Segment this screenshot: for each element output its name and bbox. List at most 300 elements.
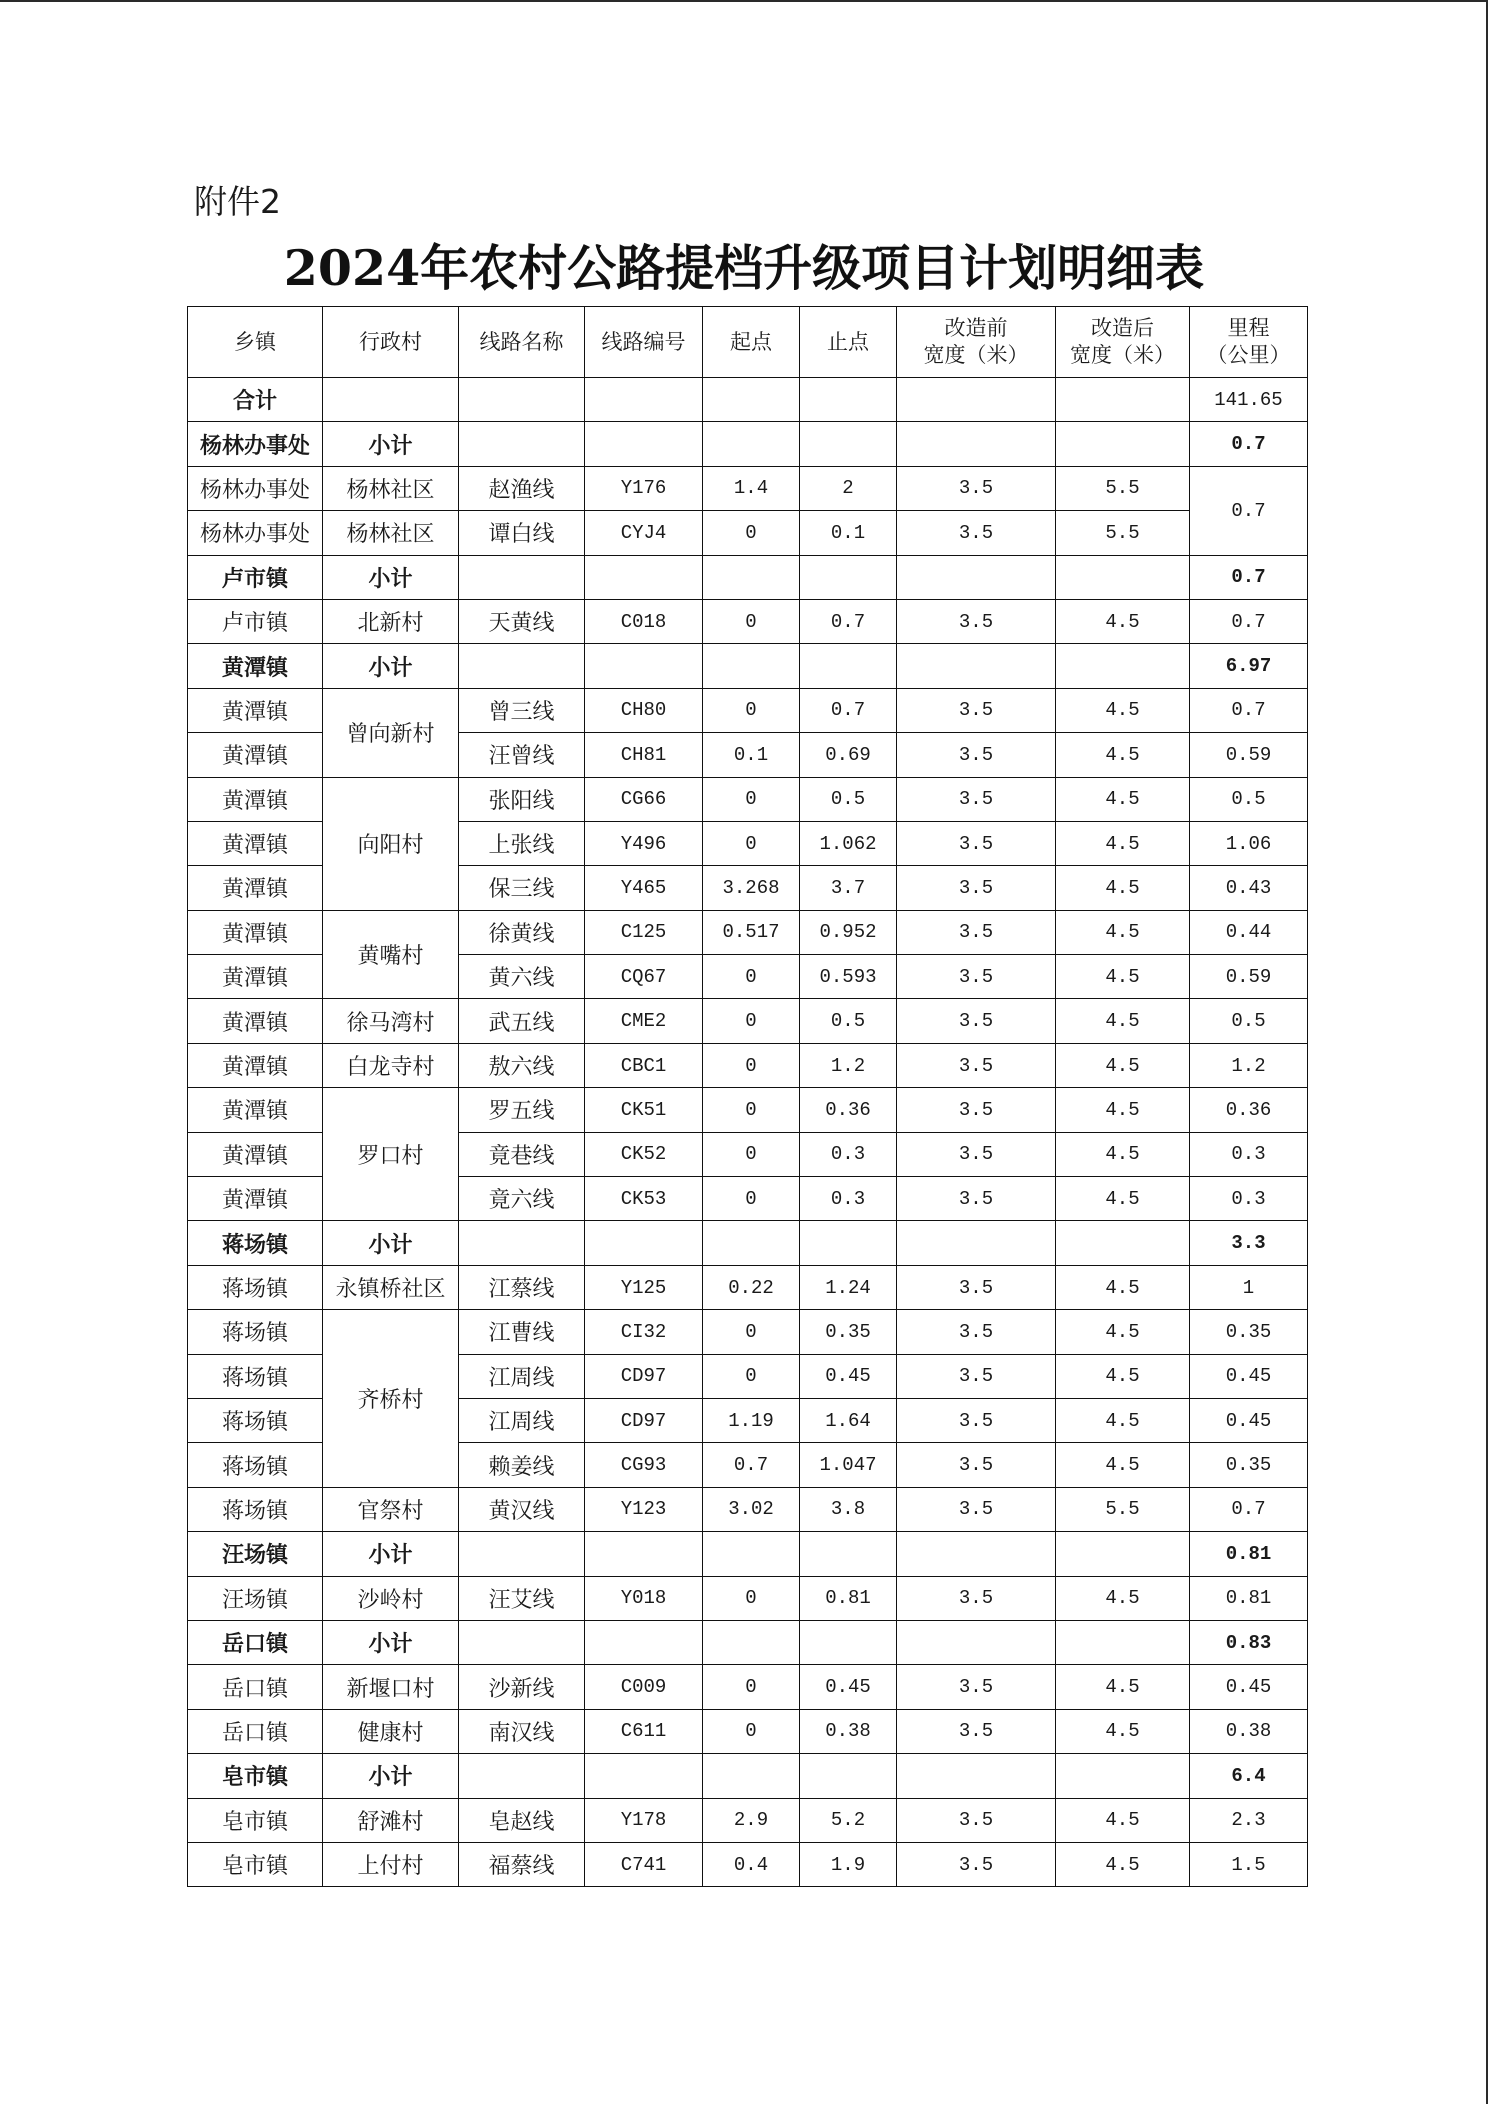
end-point-cell: 1.64 bbox=[800, 1398, 897, 1442]
route-code-cell: Y176 bbox=[585, 466, 703, 510]
route-code-cell: C611 bbox=[585, 1709, 703, 1753]
end-point-cell: 0.35 bbox=[800, 1310, 897, 1354]
start-point-cell: 0.7 bbox=[703, 1443, 800, 1487]
mileage-cell: 0.45 bbox=[1190, 1665, 1308, 1709]
village-cell: 白龙寺村 bbox=[323, 1043, 459, 1087]
end-point-cell: 0.952 bbox=[800, 910, 897, 954]
mileage-cell: 1.2 bbox=[1190, 1043, 1308, 1087]
end-point-cell: 5.2 bbox=[800, 1798, 897, 1842]
village-cell: 小计 bbox=[323, 1532, 459, 1576]
width-before-cell bbox=[897, 1754, 1056, 1798]
width-before-cell: 3.5 bbox=[897, 866, 1056, 910]
village-cell: 北新村 bbox=[323, 599, 459, 643]
table-header bbox=[188, 307, 1308, 378]
route-name-cell: 江曹线 bbox=[459, 1310, 585, 1354]
village-cell: 小计 bbox=[323, 1221, 459, 1265]
end-point-cell: 1.047 bbox=[800, 1443, 897, 1487]
table-body bbox=[188, 378, 1308, 1887]
village-cell: 舒滩村 bbox=[323, 1798, 459, 1842]
township-cell: 蒋场镇 bbox=[188, 1487, 323, 1531]
route-code-cell: CK51 bbox=[585, 1088, 703, 1132]
mileage-cell: 0.45 bbox=[1190, 1354, 1308, 1398]
end-point-cell bbox=[800, 378, 897, 422]
township-cell: 合计 bbox=[188, 378, 323, 422]
township-cell: 皂市镇 bbox=[188, 1754, 323, 1798]
width-after-cell: 4.5 bbox=[1056, 1842, 1190, 1886]
width-after-cell bbox=[1056, 1620, 1190, 1664]
mileage-cell: 2.3 bbox=[1190, 1798, 1308, 1842]
table-row bbox=[188, 1043, 1308, 1087]
township-cell: 黄潭镇 bbox=[188, 821, 323, 865]
mileage-cell: 0.45 bbox=[1190, 1398, 1308, 1442]
village-cell: 小计 bbox=[323, 422, 459, 466]
route-name-cell: 黄汉线 bbox=[459, 1487, 585, 1531]
route-name-cell: 罗五线 bbox=[459, 1088, 585, 1132]
village-cell: 杨林社区 bbox=[323, 466, 459, 510]
mileage-cell: 0.43 bbox=[1190, 866, 1308, 910]
width-after-cell bbox=[1056, 1532, 1190, 1576]
subtotal-row bbox=[188, 422, 1308, 466]
route-name-cell: 敖六线 bbox=[459, 1043, 585, 1087]
table-row bbox=[188, 1709, 1308, 1753]
mileage-cell: 0.35 bbox=[1190, 1443, 1308, 1487]
width-after-cell bbox=[1056, 1221, 1190, 1265]
route-code-cell: Y123 bbox=[585, 1487, 703, 1531]
header-row bbox=[188, 307, 1308, 378]
col-header-line: 改造前 bbox=[944, 316, 1008, 340]
end-point-cell: 0.36 bbox=[800, 1088, 897, 1132]
width-before-cell bbox=[897, 422, 1056, 466]
col-header-width-before bbox=[897, 307, 1056, 378]
start-point-cell: 3.268 bbox=[703, 866, 800, 910]
start-point-cell: 0 bbox=[703, 1665, 800, 1709]
township-cell: 黄潭镇 bbox=[188, 910, 323, 954]
start-point-cell bbox=[703, 378, 800, 422]
end-point-cell: 1.062 bbox=[800, 821, 897, 865]
table-row bbox=[188, 1798, 1308, 1842]
width-before-cell: 3.5 bbox=[897, 1132, 1056, 1176]
col-header-village bbox=[323, 307, 459, 378]
width-after-cell: 5.5 bbox=[1056, 1487, 1190, 1531]
start-point-cell bbox=[703, 1532, 800, 1576]
end-point-cell: 0.3 bbox=[800, 1132, 897, 1176]
route-name-cell: 赵渔线 bbox=[459, 466, 585, 510]
width-after-cell: 4.5 bbox=[1056, 1576, 1190, 1620]
township-cell: 黄潭镇 bbox=[188, 644, 323, 688]
start-point-cell bbox=[703, 1620, 800, 1664]
start-point-cell: 0 bbox=[703, 821, 800, 865]
village-cell: 沙岭村 bbox=[323, 1576, 459, 1620]
start-point-cell: 0 bbox=[703, 999, 800, 1043]
township-cell: 黄潭镇 bbox=[188, 1177, 323, 1221]
end-point-cell bbox=[800, 555, 897, 599]
mileage-cell: 0.7 bbox=[1190, 688, 1308, 732]
township-cell: 黄潭镇 bbox=[188, 688, 323, 732]
width-before-cell: 3.5 bbox=[897, 1088, 1056, 1132]
route-name-cell bbox=[459, 422, 585, 466]
route-code-cell: Y178 bbox=[585, 1798, 703, 1842]
village-cell: 曾向新村 bbox=[323, 688, 459, 777]
end-point-cell: 3.8 bbox=[800, 1487, 897, 1531]
route-name-cell: 曾三线 bbox=[459, 688, 585, 732]
route-name-cell: 张阳线 bbox=[459, 777, 585, 821]
width-before-cell: 3.5 bbox=[897, 1487, 1056, 1531]
col-header-end-point bbox=[800, 307, 897, 378]
route-code-cell: C009 bbox=[585, 1665, 703, 1709]
start-point-cell: 0.22 bbox=[703, 1265, 800, 1309]
route-name-cell: 皂赵线 bbox=[459, 1798, 585, 1842]
width-before-cell: 3.5 bbox=[897, 910, 1056, 954]
table-row bbox=[188, 599, 1308, 643]
route-code-cell: Y125 bbox=[585, 1265, 703, 1309]
width-before-cell: 3.5 bbox=[897, 1798, 1056, 1842]
col-header-start-point bbox=[703, 307, 800, 378]
mileage-cell: 0.3 bbox=[1190, 1177, 1308, 1221]
route-code-cell: CG66 bbox=[585, 777, 703, 821]
col-header-line: 行政村 bbox=[359, 329, 422, 354]
route-code-cell bbox=[585, 1754, 703, 1798]
mileage-cell: 1 bbox=[1190, 1265, 1308, 1309]
route-name-cell: 保三线 bbox=[459, 866, 585, 910]
width-before-cell: 3.5 bbox=[897, 1576, 1056, 1620]
township-cell: 杨林办事处 bbox=[188, 422, 323, 466]
mileage-cell: 0.5 bbox=[1190, 777, 1308, 821]
village-cell: 永镇桥社区 bbox=[323, 1265, 459, 1309]
route-code-cell: CI32 bbox=[585, 1310, 703, 1354]
end-point-cell: 0.5 bbox=[800, 777, 897, 821]
width-before-cell bbox=[897, 1221, 1056, 1265]
width-before-cell: 3.5 bbox=[897, 777, 1056, 821]
start-point-cell bbox=[703, 1754, 800, 1798]
route-code-cell: Y496 bbox=[585, 821, 703, 865]
width-after-cell bbox=[1056, 555, 1190, 599]
end-point-cell: 0.3 bbox=[800, 1177, 897, 1221]
village-cell: 小计 bbox=[323, 1754, 459, 1798]
start-point-cell: 0 bbox=[703, 688, 800, 732]
width-after-cell bbox=[1056, 378, 1190, 422]
route-name-cell: 南汉线 bbox=[459, 1709, 585, 1753]
start-point-cell: 1.4 bbox=[703, 466, 800, 510]
end-point-cell: 0.38 bbox=[800, 1709, 897, 1753]
route-name-cell bbox=[459, 644, 585, 688]
width-after-cell: 4.5 bbox=[1056, 1177, 1190, 1221]
table-row bbox=[188, 511, 1308, 555]
route-name-cell bbox=[459, 1221, 585, 1265]
township-cell: 汪场镇 bbox=[188, 1532, 323, 1576]
mileage-cell: 3.3 bbox=[1190, 1221, 1308, 1265]
route-code-cell: Y465 bbox=[585, 866, 703, 910]
route-code-cell: CBC1 bbox=[585, 1043, 703, 1087]
route-code-cell: CG93 bbox=[585, 1443, 703, 1487]
township-cell: 岳口镇 bbox=[188, 1620, 323, 1664]
route-code-cell: CH80 bbox=[585, 688, 703, 732]
route-code-cell bbox=[585, 1620, 703, 1664]
township-cell: 杨林办事处 bbox=[188, 466, 323, 510]
col-header-line: 线路编号 bbox=[601, 329, 686, 354]
width-before-cell bbox=[897, 644, 1056, 688]
start-point-cell: 0.1 bbox=[703, 733, 800, 777]
end-point-cell: 1.9 bbox=[800, 1842, 897, 1886]
subtotal-row bbox=[188, 1532, 1308, 1576]
end-point-cell: 1.2 bbox=[800, 1043, 897, 1087]
mileage-cell: 0.81 bbox=[1190, 1532, 1308, 1576]
width-after-cell: 4.5 bbox=[1056, 1665, 1190, 1709]
start-point-cell: 0 bbox=[703, 777, 800, 821]
route-code-cell bbox=[585, 644, 703, 688]
col-header-line: 止点 bbox=[827, 329, 869, 354]
township-cell: 岳口镇 bbox=[188, 1665, 323, 1709]
mileage-cell: 0.7 bbox=[1190, 555, 1308, 599]
mileage-cell: 0.44 bbox=[1190, 910, 1308, 954]
township-cell: 岳口镇 bbox=[188, 1709, 323, 1753]
width-after-cell: 4.5 bbox=[1056, 821, 1190, 865]
mileage-cell: 6.97 bbox=[1190, 644, 1308, 688]
village-cell: 小计 bbox=[323, 555, 459, 599]
width-before-cell: 3.5 bbox=[897, 733, 1056, 777]
start-point-cell bbox=[703, 644, 800, 688]
start-point-cell: 0 bbox=[703, 1354, 800, 1398]
width-after-cell bbox=[1056, 1754, 1190, 1798]
route-code-cell: CK53 bbox=[585, 1177, 703, 1221]
route-code-cell: CD97 bbox=[585, 1354, 703, 1398]
col-header-line: 线路名称 bbox=[479, 329, 564, 354]
end-point-cell: 0.45 bbox=[800, 1354, 897, 1398]
mileage-cell: 0.36 bbox=[1190, 1088, 1308, 1132]
start-point-cell: 0 bbox=[703, 511, 800, 555]
mileage-cell: 0.7 bbox=[1190, 466, 1308, 555]
width-before-cell: 3.5 bbox=[897, 1043, 1056, 1087]
township-cell: 黄潭镇 bbox=[188, 866, 323, 910]
mileage-cell: 1.5 bbox=[1190, 1842, 1308, 1886]
route-code-cell: C741 bbox=[585, 1842, 703, 1886]
township-cell: 汪场镇 bbox=[188, 1576, 323, 1620]
village-cell: 官祭村 bbox=[323, 1487, 459, 1531]
mileage-cell: 0.83 bbox=[1190, 1620, 1308, 1664]
col-header-line: 宽度（米） bbox=[923, 343, 1029, 367]
width-before-cell: 3.5 bbox=[897, 1443, 1056, 1487]
village-cell bbox=[323, 378, 459, 422]
width-after-cell: 4.5 bbox=[1056, 866, 1190, 910]
township-cell: 蒋场镇 bbox=[188, 1398, 323, 1442]
width-after-cell: 4.5 bbox=[1056, 1132, 1190, 1176]
width-before-cell: 3.5 bbox=[897, 1665, 1056, 1709]
township-cell: 黄潭镇 bbox=[188, 999, 323, 1043]
route-code-cell: CD97 bbox=[585, 1398, 703, 1442]
width-after-cell: 5.5 bbox=[1056, 511, 1190, 555]
table-row bbox=[188, 466, 1308, 510]
mileage-cell: 0.35 bbox=[1190, 1310, 1308, 1354]
township-cell: 皂市镇 bbox=[188, 1798, 323, 1842]
township-cell: 蒋场镇 bbox=[188, 1354, 323, 1398]
col-header-mileage bbox=[1190, 307, 1308, 378]
end-point-cell: 1.24 bbox=[800, 1265, 897, 1309]
start-point-cell: 0 bbox=[703, 955, 800, 999]
township-cell: 卢市镇 bbox=[188, 599, 323, 643]
route-name-cell: 福蔡线 bbox=[459, 1842, 585, 1886]
township-cell: 黄潭镇 bbox=[188, 1132, 323, 1176]
mileage-cell: 0.81 bbox=[1190, 1576, 1308, 1620]
width-after-cell bbox=[1056, 644, 1190, 688]
width-before-cell: 3.5 bbox=[897, 999, 1056, 1043]
col-header-route-name bbox=[459, 307, 585, 378]
end-point-cell bbox=[800, 1532, 897, 1576]
start-point-cell: 0 bbox=[703, 599, 800, 643]
width-before-cell: 3.5 bbox=[897, 511, 1056, 555]
col-header-width-after bbox=[1056, 307, 1190, 378]
width-after-cell: 5.5 bbox=[1056, 466, 1190, 510]
township-cell: 卢市镇 bbox=[188, 555, 323, 599]
table-row bbox=[188, 1487, 1308, 1531]
col-header-line: 里程 bbox=[1227, 316, 1270, 340]
start-point-cell: 1.19 bbox=[703, 1398, 800, 1442]
route-code-cell: CK52 bbox=[585, 1132, 703, 1176]
width-after-cell: 4.5 bbox=[1056, 955, 1190, 999]
width-before-cell bbox=[897, 555, 1056, 599]
start-point-cell bbox=[703, 1221, 800, 1265]
width-after-cell bbox=[1056, 422, 1190, 466]
village-cell: 徐马湾村 bbox=[323, 999, 459, 1043]
mileage-cell: 0.7 bbox=[1190, 599, 1308, 643]
township-cell: 黄潭镇 bbox=[188, 955, 323, 999]
village-cell: 新堰口村 bbox=[323, 1665, 459, 1709]
township-cell: 黄潭镇 bbox=[188, 1043, 323, 1087]
route-name-cell: 竟巷线 bbox=[459, 1132, 585, 1176]
width-before-cell: 3.5 bbox=[897, 1310, 1056, 1354]
start-point-cell: 0 bbox=[703, 1088, 800, 1132]
start-point-cell: 0.517 bbox=[703, 910, 800, 954]
width-before-cell: 3.5 bbox=[897, 821, 1056, 865]
mileage-cell: 1.06 bbox=[1190, 821, 1308, 865]
table-row bbox=[188, 1265, 1308, 1309]
route-name-cell bbox=[459, 1532, 585, 1576]
mileage-cell: 6.4 bbox=[1190, 1754, 1308, 1798]
start-point-cell bbox=[703, 422, 800, 466]
township-cell: 蒋场镇 bbox=[188, 1310, 323, 1354]
end-point-cell bbox=[800, 1221, 897, 1265]
route-name-cell: 天黄线 bbox=[459, 599, 585, 643]
width-before-cell: 3.5 bbox=[897, 1265, 1056, 1309]
width-after-cell: 4.5 bbox=[1056, 1443, 1190, 1487]
route-code-cell: CH81 bbox=[585, 733, 703, 777]
route-code-cell: C018 bbox=[585, 599, 703, 643]
route-code-cell bbox=[585, 378, 703, 422]
width-before-cell: 3.5 bbox=[897, 1842, 1056, 1886]
end-point-cell bbox=[800, 422, 897, 466]
start-point-cell: 0 bbox=[703, 1132, 800, 1176]
route-name-cell: 沙新线 bbox=[459, 1665, 585, 1709]
route-name-cell: 江周线 bbox=[459, 1354, 585, 1398]
width-after-cell: 4.5 bbox=[1056, 1265, 1190, 1309]
width-after-cell: 4.5 bbox=[1056, 1310, 1190, 1354]
width-after-cell: 4.5 bbox=[1056, 1088, 1190, 1132]
width-before-cell: 3.5 bbox=[897, 599, 1056, 643]
table-row bbox=[188, 910, 1308, 954]
village-cell: 小计 bbox=[323, 644, 459, 688]
width-before-cell: 3.5 bbox=[897, 688, 1056, 732]
width-after-cell: 4.5 bbox=[1056, 1354, 1190, 1398]
route-code-cell bbox=[585, 555, 703, 599]
route-code-cell: CME2 bbox=[585, 999, 703, 1043]
start-point-cell: 3.02 bbox=[703, 1487, 800, 1531]
col-header-line: 乡镇 bbox=[234, 329, 276, 354]
mileage-cell: 0.59 bbox=[1190, 955, 1308, 999]
end-point-cell: 0.593 bbox=[800, 955, 897, 999]
township-cell: 黄潭镇 bbox=[188, 777, 323, 821]
end-point-cell: 0.1 bbox=[800, 511, 897, 555]
width-after-cell: 4.5 bbox=[1056, 777, 1190, 821]
col-header-line: 改造后 bbox=[1091, 316, 1154, 340]
table-row bbox=[188, 1310, 1308, 1354]
route-name-cell: 江周线 bbox=[459, 1398, 585, 1442]
start-point-cell: 0 bbox=[703, 1576, 800, 1620]
col-header-line: （公里） bbox=[1206, 343, 1291, 367]
subtotal-row bbox=[188, 1620, 1308, 1664]
start-point-cell: 0.4 bbox=[703, 1842, 800, 1886]
width-before-cell: 3.5 bbox=[897, 1709, 1056, 1753]
table-row bbox=[188, 1576, 1308, 1620]
route-name-cell bbox=[459, 378, 585, 422]
route-code-cell: Y018 bbox=[585, 1576, 703, 1620]
width-before-cell bbox=[897, 378, 1056, 422]
col-header-line: 宽度（米） bbox=[1070, 343, 1175, 367]
route-name-cell: 谭白线 bbox=[459, 511, 585, 555]
route-code-cell bbox=[585, 1221, 703, 1265]
table-row bbox=[188, 1665, 1308, 1709]
width-after-cell: 4.5 bbox=[1056, 733, 1190, 777]
width-after-cell: 4.5 bbox=[1056, 599, 1190, 643]
mileage-cell: 0.3 bbox=[1190, 1132, 1308, 1176]
width-before-cell bbox=[897, 1532, 1056, 1576]
start-point-cell: 0 bbox=[703, 1709, 800, 1753]
subtotal-row bbox=[188, 644, 1308, 688]
width-before-cell: 3.5 bbox=[897, 955, 1056, 999]
end-point-cell: 0.7 bbox=[800, 599, 897, 643]
end-point-cell bbox=[800, 644, 897, 688]
route-code-cell bbox=[585, 1532, 703, 1576]
end-point-cell: 0.5 bbox=[800, 999, 897, 1043]
route-code-cell bbox=[585, 422, 703, 466]
end-point-cell: 0.45 bbox=[800, 1665, 897, 1709]
col-header-line: 起点 bbox=[730, 329, 772, 354]
village-cell: 向阳村 bbox=[323, 777, 459, 910]
route-name-cell bbox=[459, 1620, 585, 1664]
route-code-cell: C125 bbox=[585, 910, 703, 954]
document-title: 2024年农村公路提档升级项目计划明细表 bbox=[283, 239, 1205, 297]
village-cell: 罗口村 bbox=[323, 1088, 459, 1221]
width-after-cell: 4.5 bbox=[1056, 910, 1190, 954]
township-cell: 蒋场镇 bbox=[188, 1221, 323, 1265]
township-cell: 黄潭镇 bbox=[188, 1088, 323, 1132]
width-after-cell: 4.5 bbox=[1056, 999, 1190, 1043]
width-before-cell: 3.5 bbox=[897, 1354, 1056, 1398]
mileage-cell: 0.7 bbox=[1190, 1487, 1308, 1531]
mileage-cell: 0.38 bbox=[1190, 1709, 1308, 1753]
width-before-cell: 3.5 bbox=[897, 466, 1056, 510]
start-point-cell: 0 bbox=[703, 1310, 800, 1354]
width-after-cell: 4.5 bbox=[1056, 1043, 1190, 1087]
start-point-cell: 0 bbox=[703, 1043, 800, 1087]
village-cell: 上付村 bbox=[323, 1842, 459, 1886]
table-row bbox=[188, 999, 1308, 1043]
route-name-cell: 江蔡线 bbox=[459, 1265, 585, 1309]
start-point-cell: 0 bbox=[703, 1177, 800, 1221]
route-name-cell: 徐黄线 bbox=[459, 910, 585, 954]
width-after-cell: 4.5 bbox=[1056, 1798, 1190, 1842]
village-cell: 健康村 bbox=[323, 1709, 459, 1753]
route-name-cell bbox=[459, 555, 585, 599]
village-cell: 小计 bbox=[323, 1620, 459, 1664]
route-name-cell: 竟六线 bbox=[459, 1177, 585, 1221]
